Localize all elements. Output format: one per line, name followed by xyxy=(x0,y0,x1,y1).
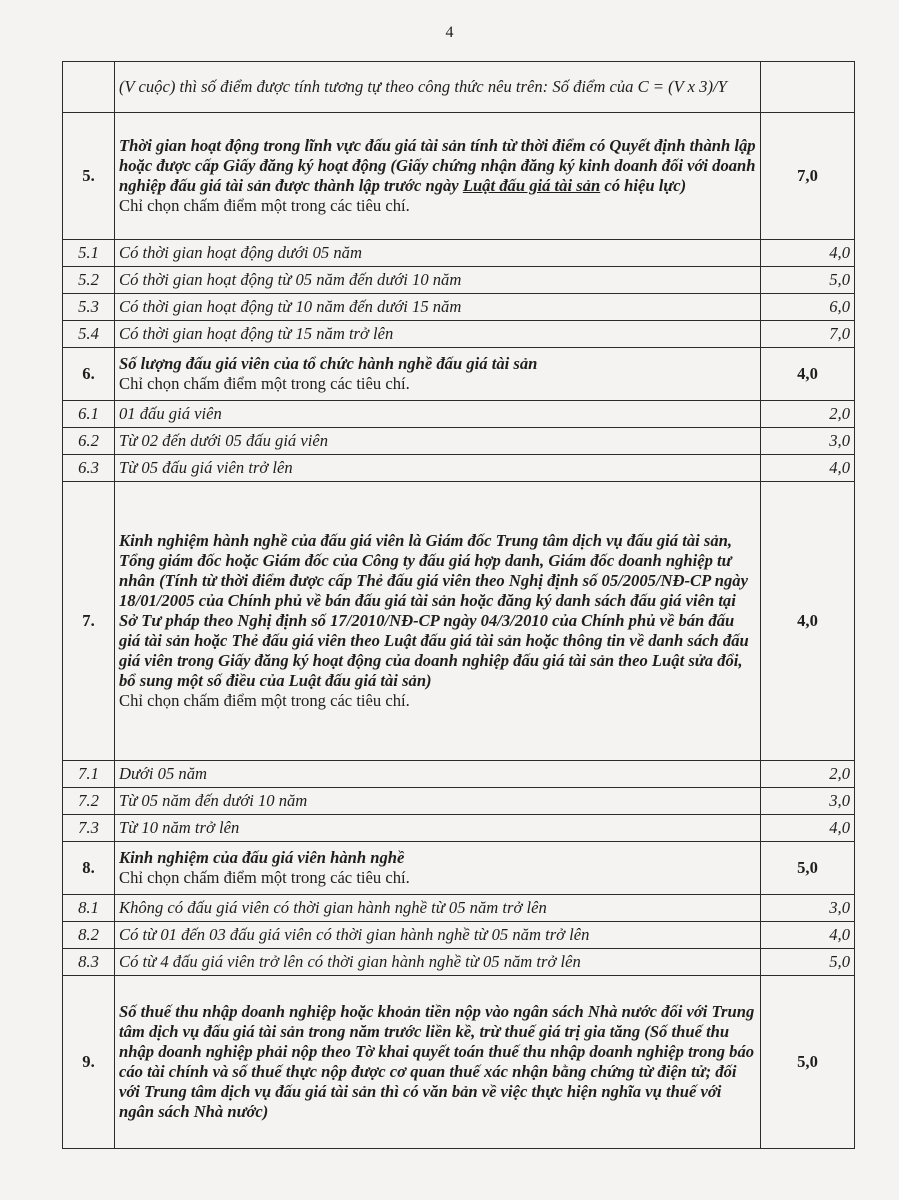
item-number: 6.1 xyxy=(63,401,115,428)
item-score: 4,0 xyxy=(761,455,855,482)
item-text: Từ 05 năm đến dưới 10 năm xyxy=(115,788,761,815)
criterion-7-note: Chỉ chọn chấm điểm một trong các tiêu chí. xyxy=(119,691,410,710)
item-score: 2,0 xyxy=(761,401,855,428)
item-score: 4,0 xyxy=(761,240,855,267)
table-row xyxy=(63,294,855,321)
item-number: 8.3 xyxy=(63,949,115,976)
item-text: Có từ 4 đấu giá viên trở lên có thời gian hành nghề từ 05 năm trở lên xyxy=(115,949,761,976)
table-row xyxy=(63,895,855,922)
criterion-5-title-law: Luật đấu giá tài sản xyxy=(462,176,601,195)
criterion-9-number: 9. xyxy=(63,976,115,1149)
criterion-7-title: Kinh nghiệm hành nghề của đấu giá viên là Giám đốc Trung tâm dịch vụ đấu giá tài sản, Tổng giám đốc hoặc Giám đốc của Công ty đấu giá hợp danh, Giám đốc doanh nghiệp tư nhân (Tính từ thời điểm được cấp Thẻ đấu giá viên theo Nghị định số 05/2005/NĐ-CP ngày 18/01/2005 của Chính phủ về bán đấu giá tài sản hoặc đăng ký danh sách đấu giá viên tại Sở Tư pháp theo Nghị định số 17/2010/NĐ-CP ngày 04/3/2010 của Chính phủ về bán đấu giá tài sản hoặc Thẻ đấu giá viên theo Luật đấu giá tài sản hoặc thông tin về danh sách đấu giá viên trong Giấy đăng ký hoạt động của doanh nghiệp đấu giá tài sản theo Luật sửa đổi, bổ sung một số điều của Luật đấu giá tài sản) xyxy=(119,531,749,690)
item-text: Có từ 01 đến 03 đấu giá viên có thời gian hành nghề từ 05 năm trở lên xyxy=(115,922,761,949)
criterion-5-title-part1: Thời gian hoạt động trong lĩnh vực đấu giá tài sản tính từ thời điểm có Quyết định thành lập hoặc được cấp Giấy đăng ký hoạt động (Giấy chứng nhận đăng ký kinh doanh đối với doanh nghiệp đấu giá tài sản được thành lập trước ngày xyxy=(119,136,756,195)
item-score: 7,0 xyxy=(761,321,855,348)
criterion-5-number: 5. xyxy=(63,113,115,240)
item-text: Không có đấu giá viên có thời gian hành nghề từ 05 năm trở lên xyxy=(115,895,761,922)
item-score: 6,0 xyxy=(761,294,855,321)
criterion-5-note: Chỉ chọn chấm điểm một trong các tiêu chí. xyxy=(119,196,410,215)
criterion-8-score: 5,0 xyxy=(761,842,855,895)
table-row xyxy=(63,267,855,294)
intro-text: (V cuộc) thì số điểm được tính tương tự theo công thức nêu trên: Số điểm của C = (V x 3)/Y xyxy=(115,62,761,113)
criterion-5-title-part2: có hiệu lực) xyxy=(600,176,687,195)
item-number: 7.1 xyxy=(63,761,115,788)
item-number: 6.2 xyxy=(63,428,115,455)
item-score: 5,0 xyxy=(761,267,855,294)
criterion-8-note: Chỉ chọn chấm điểm một trong các tiêu chí. xyxy=(119,868,410,887)
table-row-criterion-9 xyxy=(63,976,855,1149)
item-number: 7.2 xyxy=(63,788,115,815)
criterion-9-title: Số thuế thu nhập doanh nghiệp hoặc khoản tiền nộp vào ngân sách Nhà nước đối với Trung tâm dịch vụ đấu giá tài sản trong năm trước liền kề, trừ thuế giá trị gia tăng (Số thuế thu nhập doanh nghiệp phải nộp theo Tờ khai quyết toán thuế thu nhập doanh nghiệp trong báo cáo tài chính và số thuế thực nộp được cơ quan thuế xác nhận bằng chứng từ điện tử; đối với Trung tâm dịch vụ đấu giá tài sản thì có văn bản về việc thực hiện nghĩa vụ thuế với ngân sách Nhà nước) xyxy=(119,1002,755,1121)
table-row xyxy=(63,240,855,267)
table-row xyxy=(63,428,855,455)
criterion-6-number: 6. xyxy=(63,348,115,401)
table-row-criterion-8 xyxy=(63,842,855,895)
criterion-6-score: 4,0 xyxy=(761,348,855,401)
page-number: 4 xyxy=(445,24,454,41)
item-score: 5,0 xyxy=(761,949,855,976)
scoring-criteria-table xyxy=(62,61,855,1149)
item-number: 5.1 xyxy=(63,240,115,267)
table-row xyxy=(63,761,855,788)
criterion-5-text xyxy=(115,113,761,240)
item-text: Từ 02 đến dưới 05 đấu giá viên xyxy=(115,428,761,455)
table-row xyxy=(63,949,855,976)
criterion-5-score: 7,0 xyxy=(761,113,855,240)
item-number: 6.3 xyxy=(63,455,115,482)
criterion-8-text xyxy=(115,842,761,895)
item-text: Có thời gian hoạt động từ 05 năm đến dưới 10 năm xyxy=(115,267,761,294)
item-number: 8.2 xyxy=(63,922,115,949)
item-text: Có thời gian hoạt động từ 10 năm đến dưới 15 năm xyxy=(115,294,761,321)
intro-number-cell xyxy=(63,62,115,113)
table-row xyxy=(63,815,855,842)
table-row-criterion-6 xyxy=(63,348,855,401)
criterion-9-text xyxy=(115,976,761,1149)
criterion-8-title: Kinh nghiệm của đấu giá viên hành nghề xyxy=(119,848,405,867)
table-row xyxy=(63,455,855,482)
table-row-criterion-7 xyxy=(63,482,855,761)
table-row xyxy=(63,321,855,348)
criterion-8-number: 8. xyxy=(63,842,115,895)
criterion-6-text xyxy=(115,348,761,401)
table-row-intro xyxy=(63,62,855,113)
item-score: 3,0 xyxy=(761,788,855,815)
item-score: 2,0 xyxy=(761,761,855,788)
intro-score-cell xyxy=(761,62,855,113)
criterion-9-score: 5,0 xyxy=(761,976,855,1149)
item-number: 5.4 xyxy=(63,321,115,348)
table-row-criterion-5 xyxy=(63,113,855,240)
criterion-6-note: Chỉ chọn chấm điểm một trong các tiêu chí. xyxy=(119,374,410,393)
criterion-7-score: 4,0 xyxy=(761,482,855,761)
table-row xyxy=(63,788,855,815)
item-text: Dưới 05 năm xyxy=(115,761,761,788)
criterion-7-text xyxy=(115,482,761,761)
item-number: 5.2 xyxy=(63,267,115,294)
item-number: 8.1 xyxy=(63,895,115,922)
item-number: 7.3 xyxy=(63,815,115,842)
item-text: Có thời gian hoạt động dưới 05 năm xyxy=(115,240,761,267)
item-text: Từ 10 năm trở lên xyxy=(115,815,761,842)
table-row xyxy=(63,922,855,949)
item-score: 3,0 xyxy=(761,428,855,455)
item-text: 01 đấu giá viên xyxy=(115,401,761,428)
criterion-6-title: Số lượng đấu giá viên của tổ chức hành nghề đấu giá tài sản xyxy=(119,354,538,373)
criterion-7-number: 7. xyxy=(63,482,115,761)
item-score: 4,0 xyxy=(761,815,855,842)
item-text: Có thời gian hoạt động từ 15 năm trở lên xyxy=(115,321,761,348)
item-text: Từ 05 đấu giá viên trở lên xyxy=(115,455,761,482)
item-score: 4,0 xyxy=(761,922,855,949)
table-row xyxy=(63,401,855,428)
item-number: 5.3 xyxy=(63,294,115,321)
item-score: 3,0 xyxy=(761,895,855,922)
